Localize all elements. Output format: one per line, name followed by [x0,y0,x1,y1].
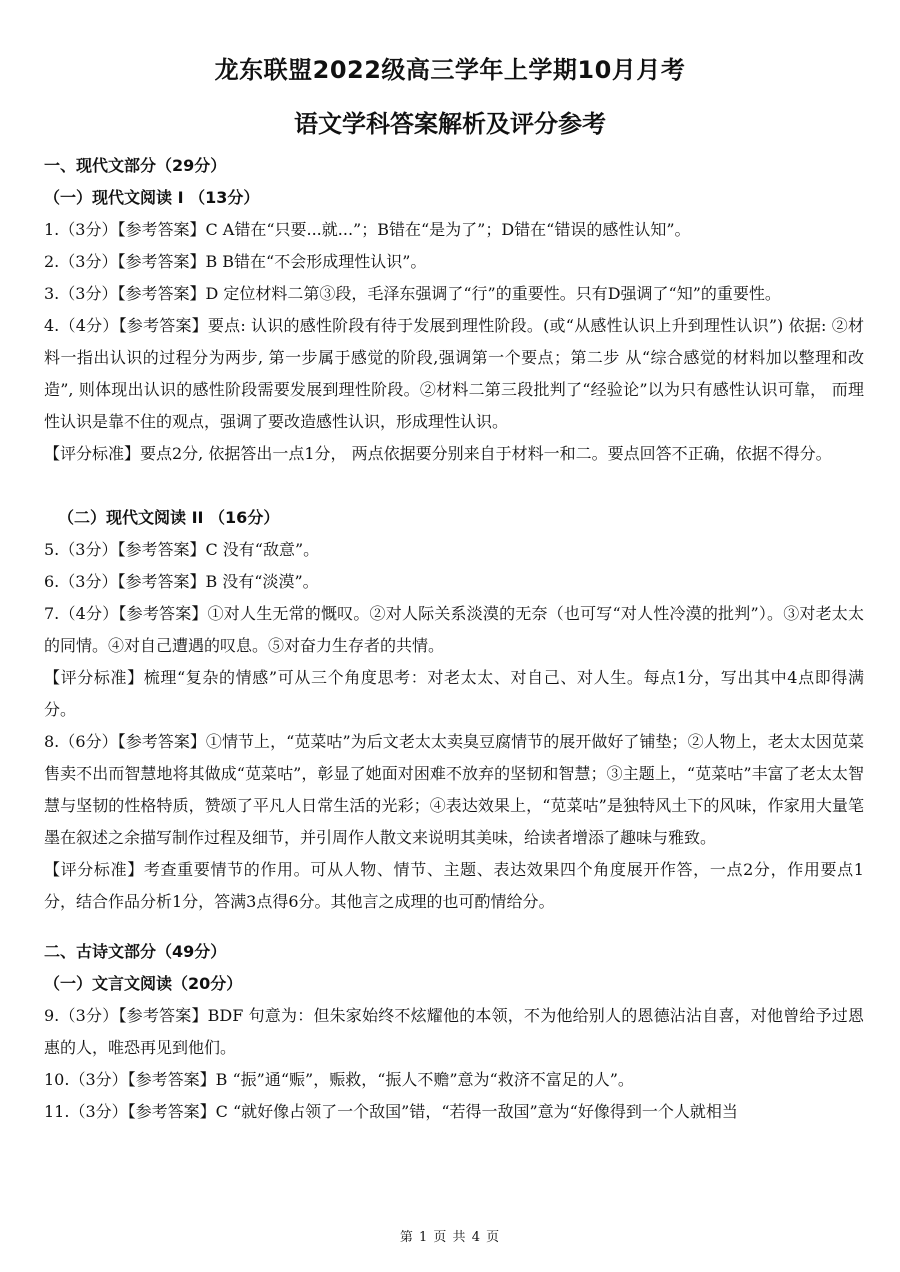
page-subtitle: 语文学科答案解析及评分参考 [294,110,606,138]
spacer [44,470,864,502]
answer-q3: 3.（3分）【参考答案】D 定位材料二第③段，毛泽东强调了“行”的重要性。只有D强调了“知”的重要性。 [44,284,781,303]
section-heading-modern: 一、现代文部分（29分） [44,156,227,175]
answer-q2: 2.（3分）【参考答案】B B错在“不会形成理性认识”。 [44,252,427,271]
spacer [44,918,864,936]
answer-q7: 7.（4分）【参考答案】①对人生无常的慨叹。②对人际关系淡漠的无奈（也可写“对人性冷漠的批判”）。③对老太太的同情。④对自己遭遇的叹息。⑤对奋力生存者的共情。 [44,604,864,655]
scoring-q8: 【评分标准】考查重要情节的作用。可从人物、情节、主题、表达效果四个角度展开作答，一点2分，作用要点1分，结合作品分析1分，答满3点得6分。其他言之成理的也可酌情给分。 [44,860,864,911]
page-number: 第 1 页 共 4 页 [399,1230,501,1245]
answer-q11: 11.（3分）【参考答案】C “就好像占领了一个敌国”错，“若得一敌国”意为“好像得到一个人就相当 [44,1102,738,1121]
subsection-heading-classical-reading: （一）文言文阅读（20分） [44,974,243,993]
answer-q4: 4.（4分）【参考答案】要点: 认识的感性阶段有待于发展到理性阶段。(或“从感性认识上升到理性认识”) 依据: ②材料一指出认识的过程分为两步, 第一步属于感觉的阶段,强调第一个要点；第二步 从“综合感觉的材料加以整理和改造”, 则体现出认识的感性阶段需要发展到理性阶段。②材料二第三段批判了“经验论”以为只有感性认识可靠， 而理性认识是靠不住的观点，强调了要改造感性认识，形成理性认识。 [44,316,864,431]
scoring-q4: 【评分标准】要点2分, 依据答出一点1分， 两点依据要分别来自于材料一和二。要点回答不正确，依据不得分。 [44,444,832,463]
answer-q1: 1.（3分）【参考答案】C A错在“只要...就...”；B错在“是为了”；D错在“错误的感性认知”。 [44,220,691,239]
answer-q5: 5.（3分）【参考答案】C 没有“敌意”。 [44,540,320,559]
answer-q6: 6.（3分）【参考答案】B 没有“淡漠”。 [44,572,319,591]
answer-q8: 8.（6分）【参考答案】①情节上，“苋菜咕”为后文老太太卖臭豆腐情节的展开做好了铺垫；②人物上，老太太因苋菜售卖不出而智慧地将其做成“苋菜咕”，彰显了她面对困难不放弃的坚韧和智慧；③主题上，“苋菜咕”丰富了老太太智慧与坚韧的性格特质，赞颂了平凡人日常生活的光彩；④表达效果上，“苋菜咕”是独特风土下的风味，作家用大量笔墨在叙述之余描写制作过程及细节，并引周作人散文来说明其美味，给读者增添了趣味与雅致。 [44,732,864,847]
subsection-heading-reading-1: （一）现代文阅读 I （13分） [44,188,260,207]
answer-content [44,150,864,1128]
subsection-heading-reading-2: （二）现代文阅读 II （16分） [58,508,280,527]
answer-q9: 9.（3分）【参考答案】BDF 句意为：但朱家始终不炫耀他的本领，不为他给别人的恩德沾沾自喜，对他曾给予过恩惠的人，唯恐再见到他们。 [44,1006,864,1057]
scoring-q7: 【评分标准】梳理“复杂的情感”可从三个角度思考：对老太太、对自己、对人生。每点1分，写出其中4点即得满分。 [44,668,864,719]
page-title: 龙东联盟2022级高三学年上学期10月月考 [214,56,686,84]
section-heading-classical: 二、古诗文部分（49分） [44,942,227,961]
answer-q10: 10.（3分）【参考答案】B “振”通“赈”，赈救，“振人不赡”意为“救济不富足的人”。 [44,1070,634,1089]
